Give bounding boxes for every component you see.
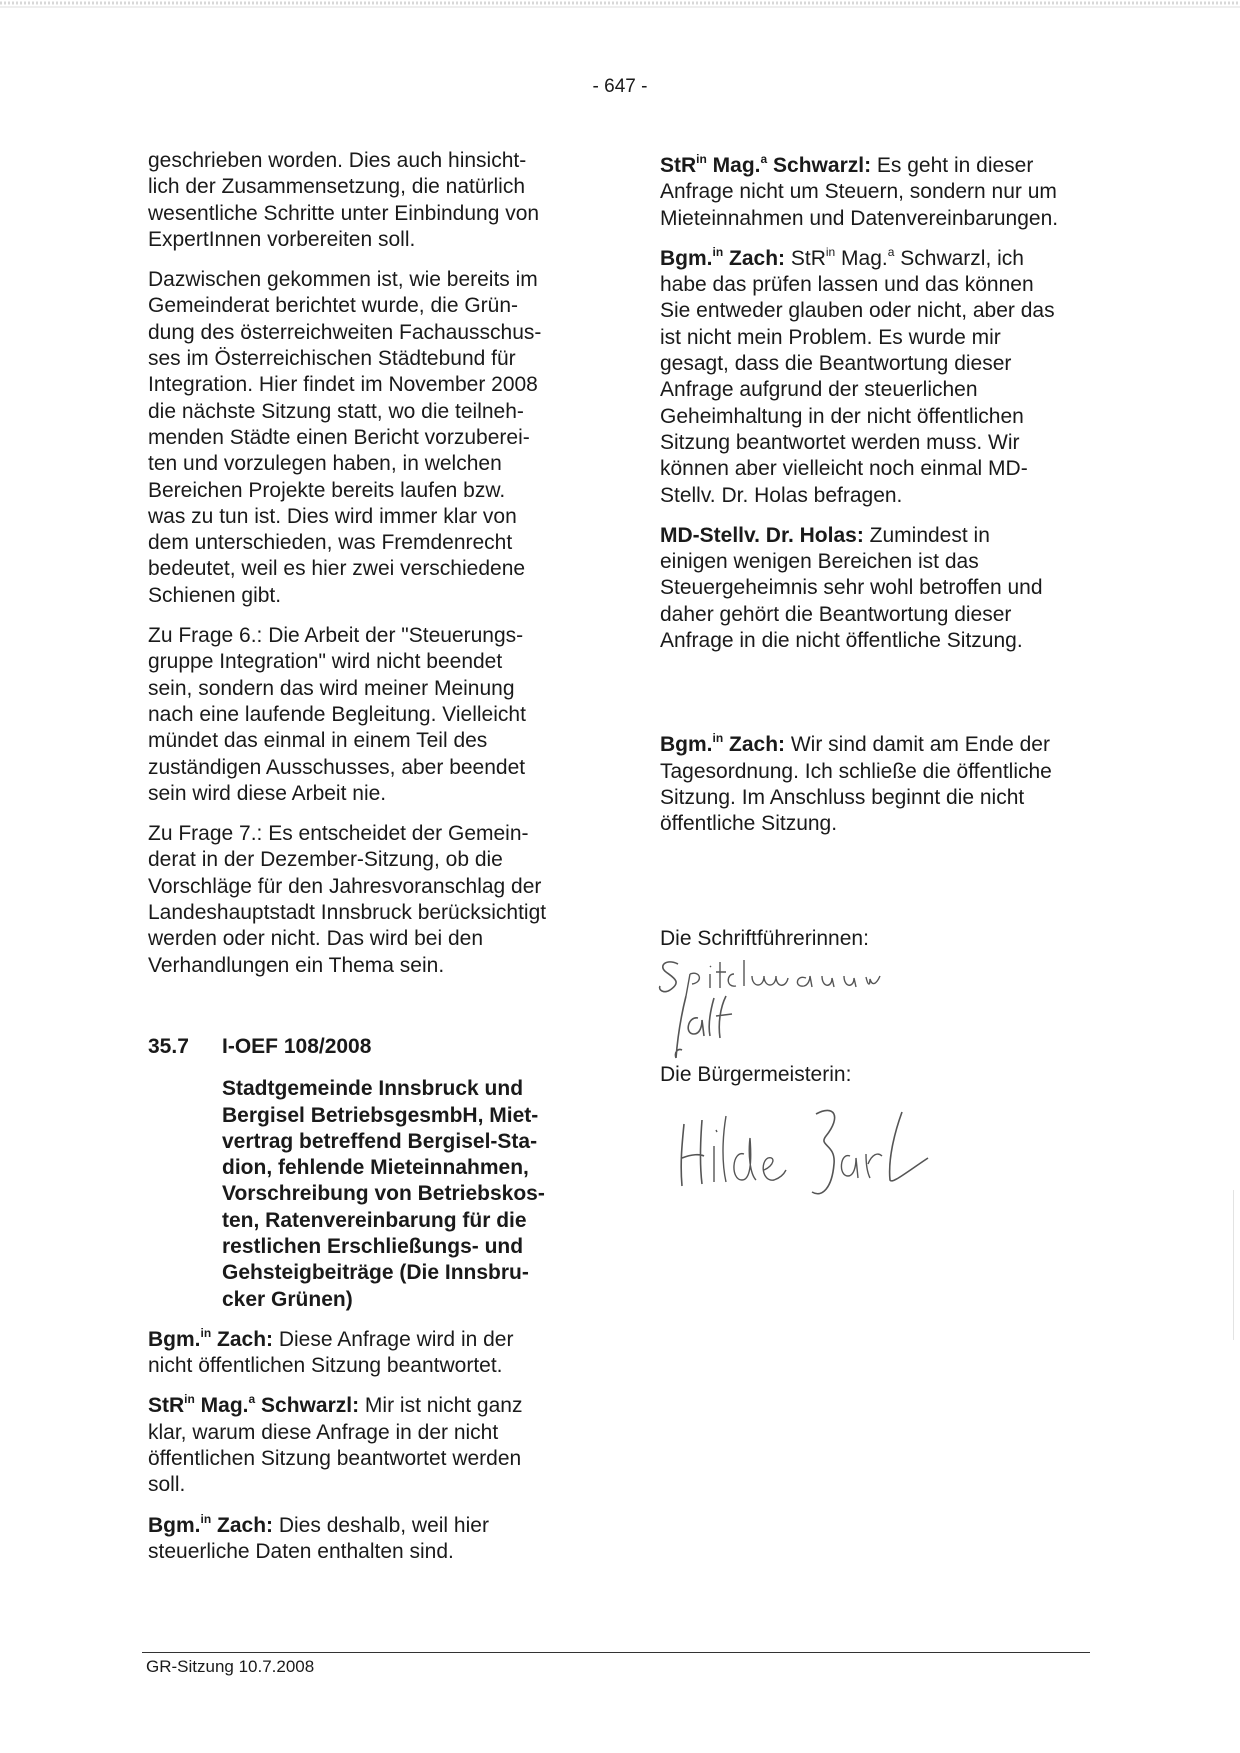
text-line: Sitzung. Im Anschluss beginnt die nicht: [660, 785, 1025, 809]
title-line: ten, Ratenvereinbarung für die: [222, 1208, 527, 1232]
text-line: gruppe Integration" wird nicht beendet: [148, 650, 503, 674]
text-line: ist nicht mein Problem. Es wurde mir: [660, 325, 1001, 349]
text-line: Anfrage in die nicht öffentliche Sitzung.: [660, 629, 1023, 653]
agenda-item-heading: [148, 1034, 588, 1060]
text-line: einigen wenigen Bereichen ist das: [660, 550, 979, 574]
title-line: cker Grünen): [222, 1287, 353, 1311]
text-line: steuerliche Daten enthalten sind.: [148, 1539, 454, 1563]
text-line: Dazwischen gekommen ist, wie bereits im: [148, 268, 538, 292]
signature-recorder-2: [660, 992, 780, 1062]
text-line: öffentliche Sitzung.: [660, 812, 838, 836]
text-line: Bgm.$^{in}$ Zach: Diese Anfrage wird in der: [148, 1325, 514, 1351]
title-line: restlichen Erschließungs- und: [222, 1234, 524, 1258]
paragraph: [148, 821, 588, 979]
text-line: die nächste Sitzung statt, wo die teilneh-: [148, 399, 524, 423]
text-line: derat in der Dezember-Sitzung, ob die: [148, 848, 503, 872]
statement-schwarzl: [148, 1393, 588, 1498]
text-line: wesentliche Schritte unter Einbindung von: [148, 201, 540, 225]
speaker: Bgm.$^{in}$ Zach:: [660, 731, 786, 757]
text-line: klar, warum diese Anfrage in der nicht: [148, 1420, 499, 1444]
text-line: Mieteinnahmen und Datenvereinbarungen.: [660, 206, 1059, 230]
text-line: Bgm.$^{in}$ Zach: Dies deshalb, weil hier: [148, 1511, 489, 1537]
page-number: - 647 -: [592, 76, 648, 97]
statement-holas: [660, 523, 1100, 654]
text-line: Stellv. Dr. Holas befragen.: [660, 483, 903, 507]
text-line: dung des österreichweiten Fachausschus-: [148, 320, 542, 344]
paragraph: [148, 623, 588, 807]
speaker: StR$^{in}$ Mag.$^a$ Schwarzl:: [148, 1392, 360, 1418]
text-line: Verhandlungen ein Thema sein.: [148, 953, 445, 977]
text-line: Anfrage aufgrund der steuerlichen: [660, 378, 978, 402]
speaker: Bgm.$^{in}$ Zach:: [660, 244, 786, 270]
text-line: Integration. Hier findet im November 2008: [148, 373, 538, 397]
text-line: Anfrage nicht um Steuern, sondern nur um: [660, 180, 1057, 204]
text-line: Sitzung beantwortet werden muss. Wir: [660, 430, 1020, 454]
mayor-label: Die Bürgermeisterin:: [660, 1062, 852, 1086]
agenda-item-title: [222, 1076, 588, 1313]
paragraph: [148, 148, 588, 253]
text-line: ten und vorzulegen haben, in welchen: [148, 452, 502, 476]
text-line: StR$^{in}$ Mag.$^a$ Schwarzl: Es geht in dieser: [660, 152, 1034, 177]
text-line: Bgm.$^{in}$ Zach: Wir sind damit am Ende der: [660, 731, 1050, 757]
text-line: habe das prüfen lassen und das können: [660, 273, 1034, 297]
statement-zach: [148, 1513, 588, 1566]
text-line: sein, sondern das wird meiner Meinung: [148, 676, 515, 700]
scan-mark: [1233, 1190, 1234, 1340]
statement-zach: [148, 1327, 588, 1380]
speaker: Bgm.$^{in}$ Zach:: [148, 1325, 274, 1351]
agenda-item-code: I-OEF 108/2008: [222, 1034, 372, 1058]
text-line: Geheimhaltung in der nicht öffentlichen: [660, 404, 1024, 428]
statement-zach-closing: [660, 732, 1100, 837]
footer-rule: [142, 1652, 1090, 1653]
text-line: Bereichen Projekte bereits laufen bzw.: [148, 478, 506, 502]
text-line: bedeutet, weil es hier zwei verschiedene: [148, 557, 526, 581]
scan-edge: [0, 0, 1240, 10]
recorders-label: Die Schriftführerinnen:: [660, 926, 869, 950]
speaker: MD-Stellv. Dr. Holas:: [660, 523, 864, 547]
text-line: Sie entweder glauben oder nicht, aber das: [660, 299, 1055, 323]
text-line: soll.: [148, 1473, 186, 1497]
text-line: menden Städte einen Bericht vorzuberei-: [148, 425, 530, 449]
title-line: Vorschreibung von Betriebskos-: [222, 1182, 545, 1206]
text-line: Gemeinderat berichtet wurde, die Grün-: [148, 294, 519, 318]
speaker: Bgm.$^{in}$ Zach:: [148, 1511, 274, 1537]
text-line: Zu Frage 6.: Die Arbeit der "Steuerungs-: [148, 624, 524, 648]
text-line: gesagt, dass die Beantwortung dieser: [660, 352, 1012, 376]
statement-zach: [660, 246, 1100, 509]
text-line: zuständigen Ausschusses, aber beendet: [148, 755, 526, 779]
footer-text: GR-Sitzung 10.7.2008: [146, 1657, 315, 1676]
text-line: lich der Zusammensetzung, die natürlich: [148, 175, 526, 199]
title-line: Gehsteigbeiträge (Die Innsbru-: [222, 1261, 529, 1285]
signature-mayor: [666, 1094, 976, 1204]
signature-recorder-1: [656, 952, 916, 996]
text-line: Zu Frage 7.: Es entscheidet der Gemein-: [148, 822, 529, 846]
text-line: sein wird diese Arbeit nie.: [148, 781, 387, 805]
text-line: werden oder nicht. Das wird bei den: [148, 927, 484, 951]
text-line: nach eine laufende Begleitung. Vielleicht: [148, 702, 526, 726]
text-line: ses im Österreichischen Städtebund für: [148, 347, 516, 371]
right-column: [660, 153, 1100, 1204]
text-line: Schienen gibt.: [148, 583, 282, 607]
text-line: StR$^{in}$ Mag.$^a$ Schwarzl: Mir ist nicht ganz: [148, 1392, 523, 1418]
agenda-item-number: 35.7: [148, 1034, 189, 1058]
left-column: [148, 148, 588, 1579]
text-line: Vorschläge für den Jahresvoranschlag der: [148, 874, 542, 898]
text-line: Tagesordnung. Ich schließe die öffentliche: [660, 759, 1052, 783]
title-line: dion, fehlende Mieteinnahmen,: [222, 1156, 529, 1180]
title-line: vertrag betreffend Bergisel-Sta-: [222, 1129, 538, 1153]
text-line: Landeshauptstadt Innsbruck berücksichtigt: [148, 901, 547, 925]
text-line: mündet das einmal in einem Teil des: [148, 729, 488, 753]
statement-schwarzl: [660, 153, 1100, 232]
speaker: StR$^{in}$ Mag.$^a$ Schwarzl:: [660, 152, 872, 177]
paragraph: [148, 267, 588, 609]
text-line: was zu tun ist. Dies wird immer klar von: [148, 504, 517, 528]
text-line: können aber vielleicht noch einmal MD-: [660, 457, 1028, 481]
text-line: Bgm.$^{in}$ Zach: StR$^{in}$ Mag.$^a$ Schwarzl, ich: [660, 244, 1024, 270]
text-line: ExpertInnen vorbereiten soll.: [148, 227, 416, 251]
text-line: MD-Stellv. Dr. Holas: Zumindest in: [660, 523, 990, 547]
title-line: Bergisel BetriebsgesmbH, Miet-: [222, 1103, 539, 1127]
text-line: dem unterschieden, was Fremdenrecht: [148, 531, 513, 555]
text-line: nicht öffentlichen Sitzung beantwortet.: [148, 1354, 503, 1378]
text-line: öffentlichen Sitzung beantwortet werden: [148, 1447, 522, 1471]
text-line: Steuergeheimnis sehr wohl betroffen und: [660, 576, 1043, 600]
title-line: Stadtgemeinde Innsbruck und: [222, 1077, 524, 1101]
text-line: daher gehört die Beantwortung dieser: [660, 602, 1012, 626]
text-line: geschrieben worden. Dies auch hinsicht-: [148, 149, 527, 172]
